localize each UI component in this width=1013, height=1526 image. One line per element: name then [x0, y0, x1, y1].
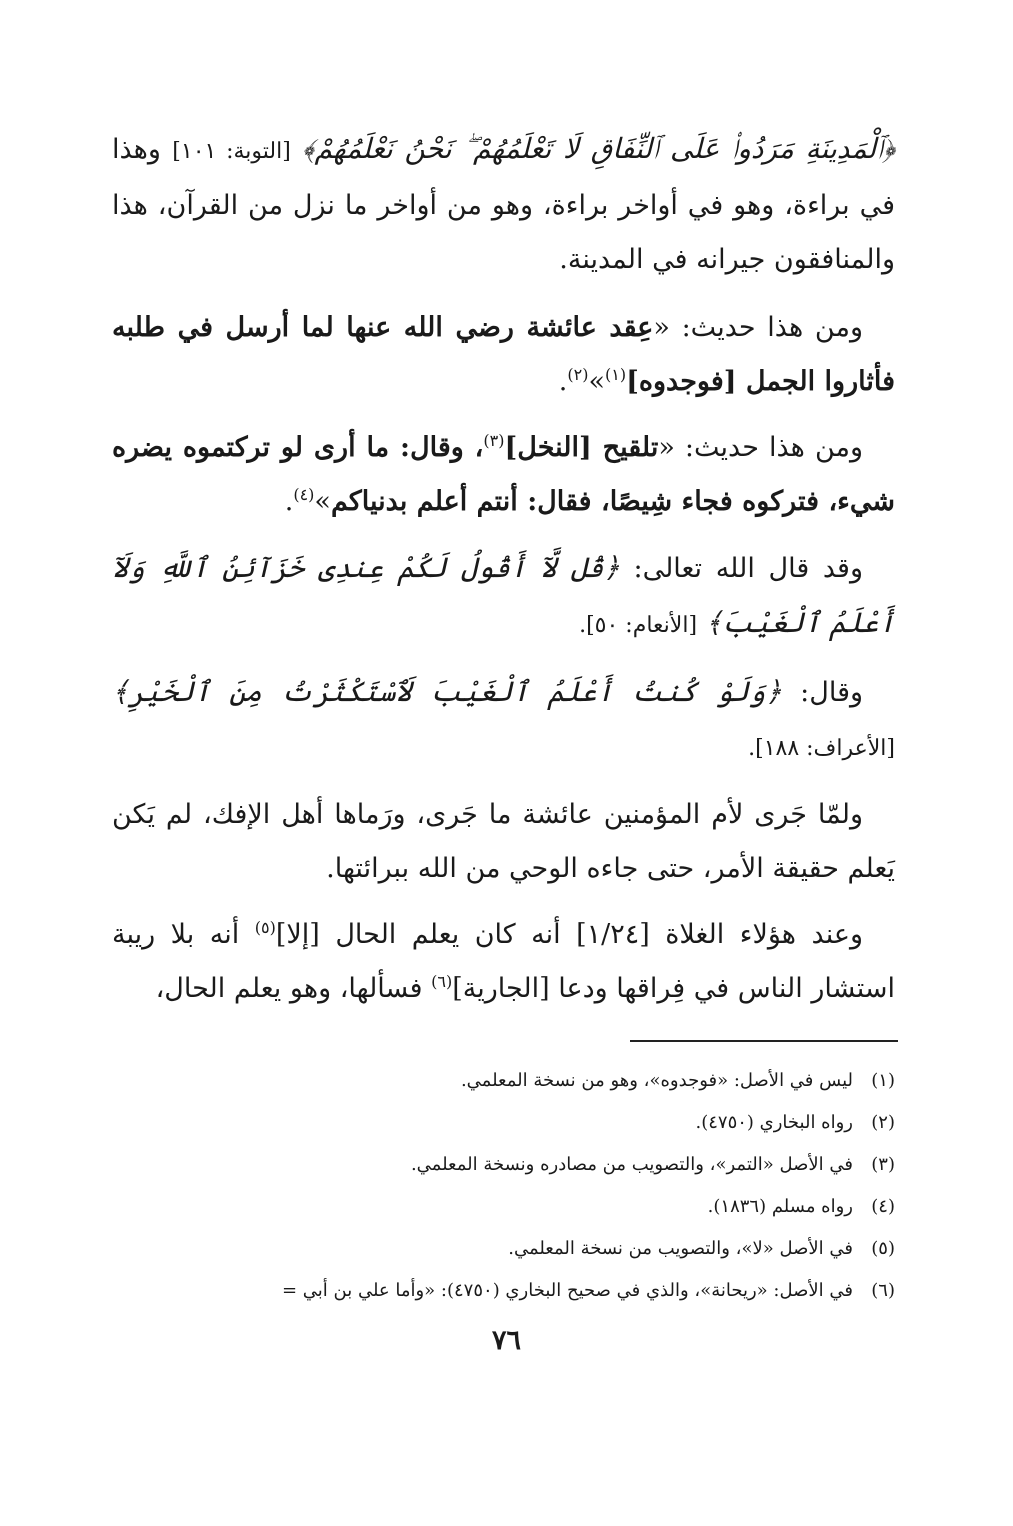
hadith-text: ما أرى لو تركتموه يضره شيء، فتركوه فجاء شِيصًا، فقال: أنتم أعلم بدنياكم: [112, 432, 895, 517]
quote-close: »: [314, 486, 331, 517]
footnote-text: في الأصل: «ريحانة»، والذي في صحيح البخاري (٤٧٥٠): «وأما علي بن أبي =: [281, 1280, 853, 1301]
footnote-ref-3[interactable]: (٣): [483, 431, 505, 450]
footnote-ref-4[interactable]: (٤): [293, 485, 315, 504]
footnote-4: [108, 1186, 895, 1228]
paragraph-7: [112, 908, 895, 1016]
paragraph-6: [112, 788, 895, 896]
footnote-5: [108, 1228, 895, 1270]
hadith-title: تلقيح [النخل]: [504, 432, 659, 463]
footnote-number: (٣): [871, 1154, 895, 1175]
period: .: [284, 486, 294, 517]
footnote-text: رواه مسلم (١٨٣٦).: [707, 1196, 853, 1217]
paragraph-intro: وقد قال الله تعالى:: [619, 553, 863, 584]
footnote-text: ليس في الأصل: «فوجدوه»، وهو من نسخة المعلمي.: [460, 1070, 853, 1091]
main-text: [112, 122, 895, 1028]
footnote-ref-2[interactable]: (٢): [567, 365, 589, 384]
verse-reference: [الأعراف: ١٨٨].: [748, 736, 895, 761]
footnote-number: (١): [871, 1070, 895, 1091]
footnote-number: (٤): [871, 1196, 895, 1217]
page-number: ٧٦: [491, 1325, 521, 1356]
period: .: [558, 366, 568, 397]
paragraph-3: [112, 421, 895, 529]
paragraph-5: [112, 665, 895, 776]
footnote-text: في الأصل «التمر»، والتصويب من مصادره ونسخة المعلمي.: [410, 1154, 853, 1175]
footnote-text: رواه البخاري (٤٧٥٠).: [695, 1112, 853, 1133]
paragraph-intro: ومن هذا حديث: «: [653, 312, 863, 343]
paragraph-1: [112, 122, 895, 287]
paragraph-4: [112, 541, 895, 653]
hadith-text: عِقد عائشة رضي الله عنها لما أرسل في طلبه فأثاروا الجمل [فوجدوه]: [112, 312, 895, 397]
footnote-number: (٢): [871, 1112, 895, 1133]
footnote-6: [108, 1270, 895, 1312]
paragraph-text: ولمّا جَرى لأم المؤمنين عائشة ما جَرى، ورَماها أهل الإفك، لم يَكن يَعلم حقيقة الأمر، حتى جاءه الوحي من الله ببرائتها.: [112, 799, 895, 884]
verse-reference: [الأنعام: ٥٠].: [579, 613, 698, 638]
paragraph-intro: وقال:: [781, 677, 864, 708]
paragraph-2: [112, 301, 895, 409]
footnote-ref-1[interactable]: (١): [604, 365, 627, 384]
footnote-3: [108, 1144, 895, 1186]
paragraph-text: أنه بلا ريبة استشار الناس في فِراقها ودعا [الجارية]: [112, 919, 895, 1004]
verse-reference: [التوبة: ١٠١]: [172, 139, 291, 164]
hadith-mid: ، وقال:: [389, 432, 484, 463]
footnote-divider: [630, 1040, 898, 1042]
footnote-ref-6[interactable]: (٦): [431, 972, 453, 991]
quran-verse: ﴿وَلَوْ كُنتُ أَعْلَمُ ٱلْغَيْبَ لَٱسْتَكْثَرْتُ مِنَ ٱلْخَيْرِ﴾: [112, 675, 782, 708]
paragraph-text: وعند هؤلاء الغلاة [١/٢٤] أنه كان يعلم الحال [إلا]: [275, 919, 864, 950]
footnote-ref-5[interactable]: (٥): [254, 918, 276, 937]
footnote-number: (٥): [871, 1238, 895, 1259]
footnotes: [108, 1060, 895, 1312]
quran-verse: ﴿ٱلْمَدِينَةِ مَرَدُوا۟ عَلَى ٱلنِّفَاقِ لَا تَعْلَمُهُمْ ۖ نَحْنُ نَعْلَمُهُمْ﴾: [302, 132, 895, 165]
footnote-1: [108, 1060, 895, 1102]
paragraph-text: فسألها، وهو يعلم الحال،: [155, 973, 432, 1004]
paragraph-text: وهذا في براءة، وهو في أواخر براءة، وهو من أواخر ما نزل من القرآن، هذا والمنافقون جيرانه في المدينة.: [112, 134, 895, 275]
paragraph-intro: ومن هذا حديث: «: [658, 432, 863, 463]
footnote-text: في الأصل «لا»، والتصويب من نسخة المعلمي.: [508, 1238, 853, 1259]
quran-verse: ﴿قُل لَّآ أَقُولُ لَكُمْ عِندِى خَزَآئِنُ ٱللَّهِ وَلَآ أَعْلَمُ ٱلْغَيْبَ﴾: [112, 551, 895, 639]
footnote-number: (٦): [871, 1280, 895, 1301]
footnote-2: [108, 1102, 895, 1144]
quote-close: »: [588, 366, 605, 397]
